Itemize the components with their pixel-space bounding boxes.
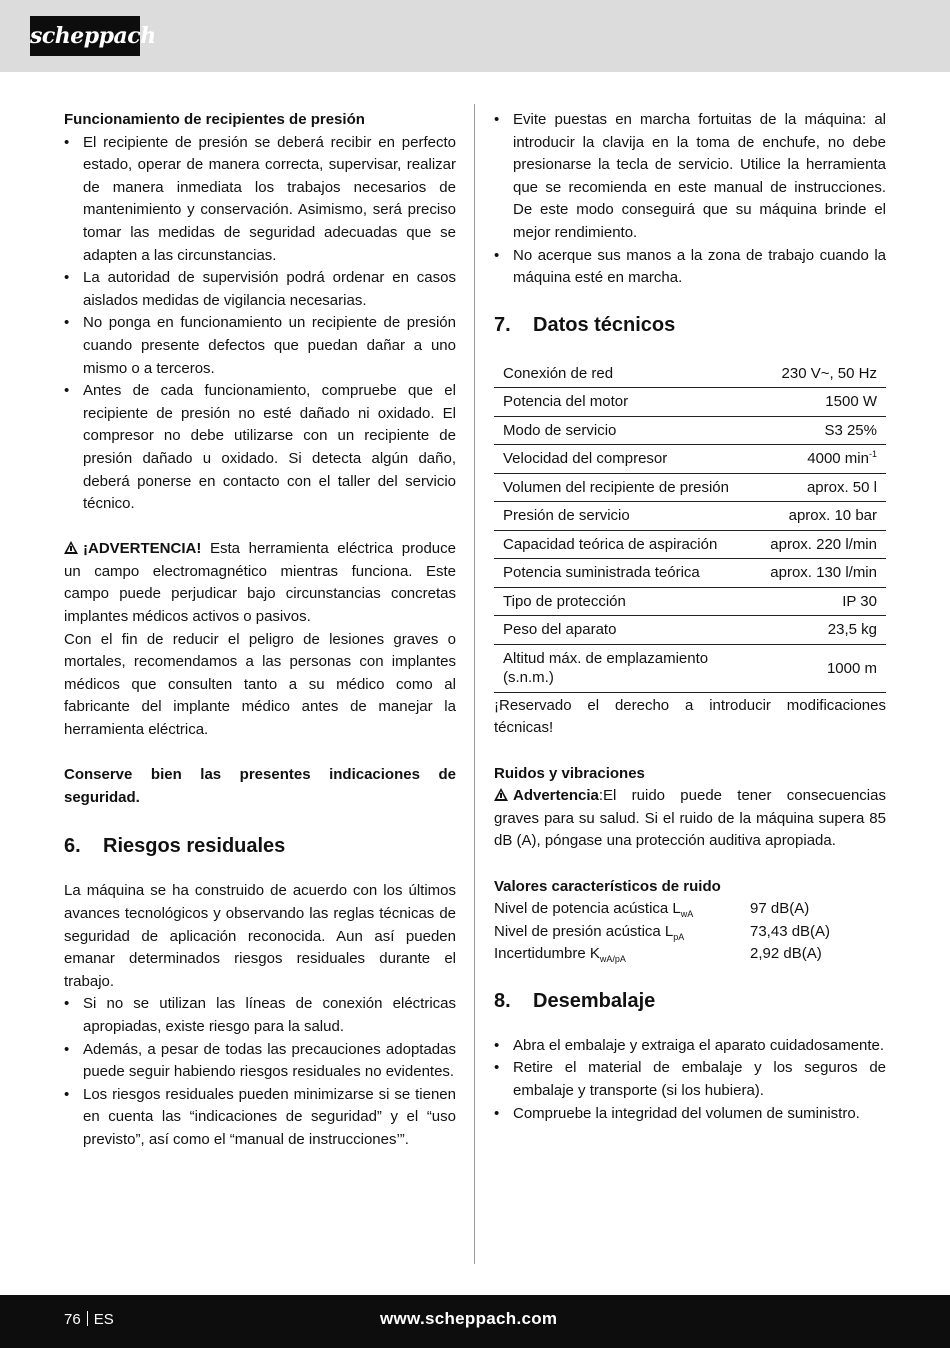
section-7-heading bbox=[494, 312, 886, 338]
noise-values bbox=[494, 898, 886, 966]
spec-label: Velocidad del compresor bbox=[494, 445, 739, 474]
noise-label-subscript: pA bbox=[673, 931, 685, 942]
reserve-note: ¡Reservado el derecho a introducir modificaciones técnicas! bbox=[494, 696, 886, 737]
residual-risks-list bbox=[64, 993, 456, 1151]
noise-label-text: Incertidumbre K bbox=[494, 945, 600, 963]
spec-row bbox=[494, 416, 886, 445]
noise-label-subscript: wA bbox=[680, 909, 694, 920]
spec-label: Presión de servicio bbox=[494, 502, 739, 531]
noise-value: 73,43 dB(A) bbox=[750, 922, 831, 940]
section-number: 8. bbox=[494, 989, 511, 1012]
list-item: • Antes de cada funcionamiento, compruebe que el recipiente de presión no esté dañado ni oxidado. El compresor no debe utilizarse con un recipiente de presión dañado u oxidado. Si detecta algún daño, deberá ponerse en contacto con el taller del servicio técnico. bbox=[64, 380, 456, 516]
pressure-vessel-list bbox=[64, 132, 456, 516]
list-item: • Los riesgos residuales pueden minimizarse si se tienen en cuenta las “indicaciones de seguridad” y el “uso previsto”, así como el “manual de instrucciones’”. bbox=[64, 1084, 456, 1152]
spec-value-text: aprox. 50 l bbox=[806, 478, 877, 496]
safety-list bbox=[494, 109, 886, 290]
list-item: • No acerque sus manos a la zona de trabajo cuando la máquina esté en marcha. bbox=[494, 245, 886, 290]
noise-label-text: Nivel de presión acústica L bbox=[494, 922, 674, 940]
page-indicator bbox=[64, 1309, 114, 1331]
noise-warning-label: Advertencia bbox=[513, 787, 599, 805]
spec-row bbox=[494, 502, 886, 531]
spec-row bbox=[494, 473, 886, 502]
spec-label: Conexión de red bbox=[494, 360, 739, 388]
language-code: ES bbox=[93, 1311, 114, 1328]
list-item: • Retire el material de embalaje y los seguros de embalaje y transporte (si los hubiera). bbox=[494, 1057, 886, 1102]
noise-values-heading: Valores característicos de ruido bbox=[494, 877, 721, 895]
right-column bbox=[494, 109, 886, 1125]
brand-logo: scheppach bbox=[30, 16, 140, 56]
warning-triangle-icon bbox=[64, 541, 78, 554]
pressure-vessel-heading: Funcionamiento de recipientes de presión bbox=[64, 111, 365, 128]
spec-value bbox=[739, 360, 886, 388]
spec-value-text: aprox. 10 bar bbox=[788, 507, 877, 525]
list-item: • Abra el embalaje y extraiga el aparato cuidadosamente. bbox=[494, 1035, 886, 1058]
page-separator bbox=[87, 1311, 88, 1326]
spec-label: Potencia del motor bbox=[494, 388, 739, 417]
header-band bbox=[0, 0, 950, 72]
noise-warning bbox=[494, 785, 886, 853]
section-title: Riesgos residuales bbox=[103, 835, 286, 858]
noise-value-label bbox=[494, 898, 750, 921]
spec-row bbox=[494, 445, 886, 474]
spec-row bbox=[494, 616, 886, 645]
spec-value bbox=[739, 388, 886, 417]
footer-bar bbox=[0, 1295, 950, 1348]
spec-value-text: aprox. 130 l/min bbox=[770, 564, 877, 582]
spec-row bbox=[494, 530, 886, 559]
section-8-heading bbox=[494, 988, 886, 1014]
list-item: • No ponga en funcionamiento un recipiente de presión cuando presente defectos que puedan dañar a uno mismo o a terceros. bbox=[64, 312, 456, 380]
warning-text: Esta herramienta eléctrica produce un campo electromagnético mientras funciona. Este campo puede perjudicar bajo circunstancias concretas implantes médicos activos o pasivos. bbox=[64, 540, 456, 626]
technical-data-table bbox=[494, 360, 886, 693]
left-column bbox=[64, 109, 456, 1152]
warning-triangle-icon bbox=[494, 788, 508, 801]
unpacking-list bbox=[494, 1035, 886, 1125]
list-item: • Si no se utilizan las líneas de conexión eléctricas apropiadas, existe riesgo para la salud. bbox=[64, 993, 456, 1038]
list-item: • La autoridad de supervisión podrá ordenar en casos aislados medidas de vigilancia necesarias. bbox=[64, 267, 456, 312]
spec-label: Modo de servicio bbox=[494, 416, 739, 445]
spec-label: Volumen del recipiente de presión bbox=[494, 473, 739, 502]
noise-value-label bbox=[494, 943, 750, 966]
spec-value-text: 23,5 kg bbox=[827, 621, 877, 639]
warning-label: ¡ADVERTENCIA! bbox=[83, 540, 202, 558]
spec-row bbox=[494, 644, 886, 692]
section-number: 7. bbox=[494, 313, 511, 336]
spec-label: Tipo de protección bbox=[494, 587, 739, 616]
section-title: Desembalaje bbox=[533, 989, 656, 1012]
spec-row bbox=[494, 388, 886, 417]
website-link[interactable]: www.scheppach.com bbox=[380, 1309, 558, 1328]
list-item: • Evite puestas en marcha fortuitas de la máquina: al introducir la clavija en la toma de enchufe, no debe presionarse la tecla de servicio. Utilice la herramienta que se recomienda en este manual de instrucciones. De este modo conseguirá que su máquina brinde el mejor rendimiento. bbox=[494, 109, 886, 245]
noise-value-label bbox=[494, 921, 750, 944]
emf-warning bbox=[64, 538, 456, 628]
spec-label: Peso del aparato bbox=[494, 616, 739, 645]
spec-value-text: 1000 m bbox=[826, 659, 877, 677]
spec-row bbox=[494, 587, 886, 616]
residual-risks-paragraph: La máquina se ha construido de acuerdo con los últimos avances tecnológicos y observando las reglas técnicas de seguridad de aplicación reconocida. Aun así pueden emanar determinados riesgos residuales durante el trabajo. bbox=[64, 882, 456, 990]
warning-paragraph: Con el fin de reducir el peligro de lesiones graves o mortales, recomendamos a las personas con implantes médicos que consulten tanto a su médico como al fabricante del implante médico antes de manejar la herramienta eléctrica. bbox=[64, 630, 456, 739]
page-number: 76 bbox=[64, 1311, 81, 1328]
list-item: • Además, a pesar de todas las precauciones adoptadas puede seguir habiendo riesgos residuales no evidentes. bbox=[64, 1039, 456, 1084]
spec-label: Capacidad teórica de aspiración bbox=[494, 530, 739, 559]
spec-value-text: IP 30 bbox=[842, 592, 877, 610]
spec-value bbox=[739, 616, 886, 645]
spec-label: Altitud máx. de emplazamiento (s.n.m.) bbox=[494, 644, 739, 692]
spec-value bbox=[739, 473, 886, 502]
spec-value-text: 1500 W bbox=[825, 393, 877, 411]
spec-value-text: aprox. 220 l/min bbox=[770, 535, 877, 553]
noise-label-text: Nivel de potencia acústica L bbox=[494, 900, 681, 918]
spec-value bbox=[739, 416, 886, 445]
noise-warning-text: :El ruido puede tener consecuencias graves para su salud. Si el ruido de la máquina supera 85 dB (A), póngase una protección auditiva apropiada. bbox=[494, 787, 886, 850]
column-divider bbox=[474, 104, 475, 1264]
keep-instructions-notice: Conserve bien las presentes indicaciones de seguridad. bbox=[64, 766, 456, 806]
noise-heading: Ruidos y vibraciones bbox=[494, 764, 645, 782]
spec-value bbox=[739, 530, 886, 559]
noise-value: 2,92 dB(A) bbox=[750, 945, 822, 963]
noise-label-subscript: wA/pA bbox=[599, 954, 626, 965]
spec-value-text: 230 V~, 50 Hz bbox=[781, 364, 877, 382]
spec-value-text: 4000 min bbox=[807, 450, 869, 468]
list-item: • Compruebe la integridad del volumen de suministro. bbox=[494, 1103, 886, 1126]
section-number: 6. bbox=[64, 835, 81, 858]
noise-value: 97 dB(A) bbox=[750, 900, 810, 918]
list-item: • El recipiente de presión se deberá recibir en perfecto estado, operar de manera correcta, supervisar, realizar de manera inmediata los trabajos necesarios de mantenimiento y conservación. Asimismo, será preciso tomar las medidas de seguridad adecuadas que se adapten a las circunstancias. bbox=[64, 132, 456, 268]
spec-label: Potencia suministrada teórica bbox=[494, 559, 739, 588]
spec-value bbox=[739, 502, 886, 531]
section-title: Datos técnicos bbox=[533, 313, 676, 336]
spec-value bbox=[739, 587, 886, 616]
spec-value-exponent: -1 bbox=[868, 449, 877, 460]
spec-row bbox=[494, 559, 886, 588]
section-6-heading bbox=[64, 833, 456, 859]
spec-value-text: S3 25% bbox=[824, 421, 877, 439]
spec-row bbox=[494, 360, 886, 388]
spec-value bbox=[739, 445, 886, 474]
spec-value bbox=[739, 644, 886, 692]
spec-value bbox=[739, 559, 886, 588]
